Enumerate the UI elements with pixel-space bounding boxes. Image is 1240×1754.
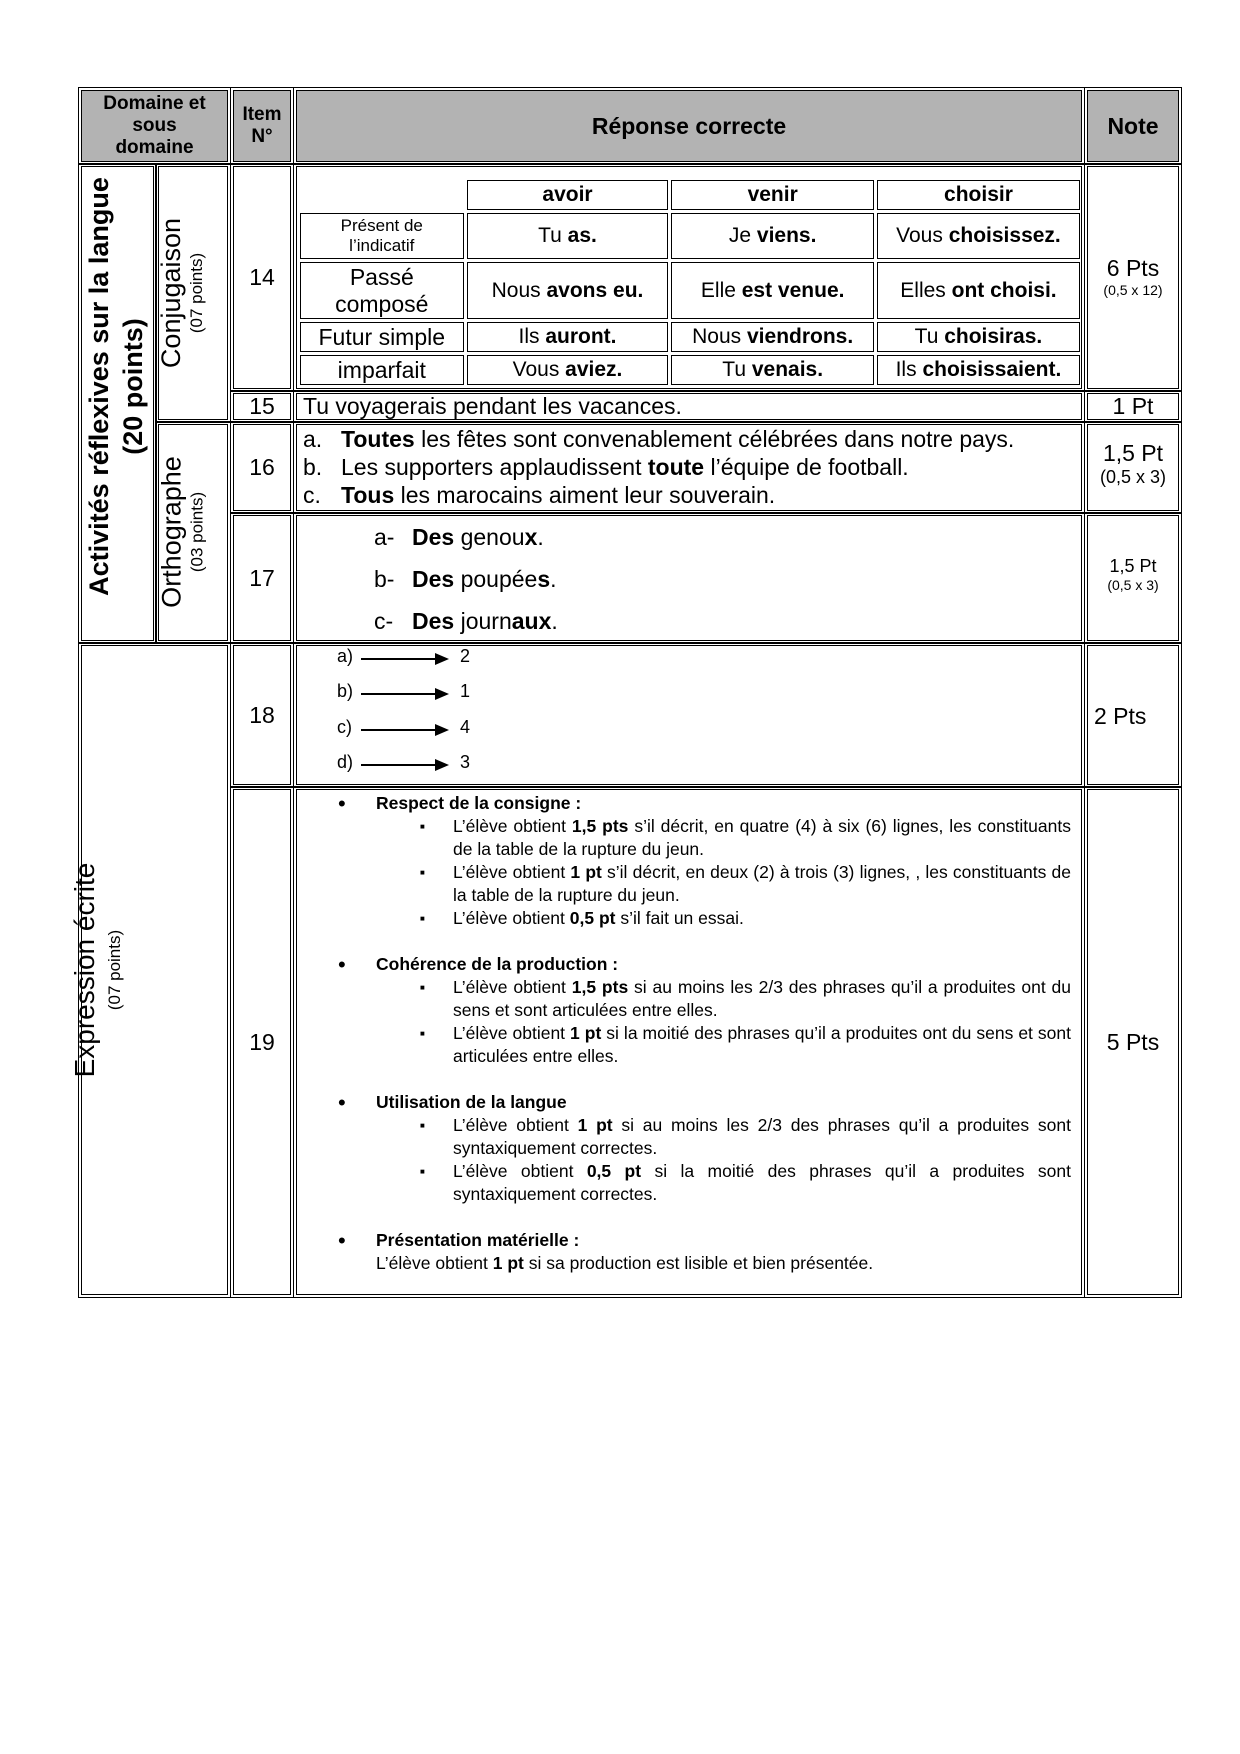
header-note: Note <box>1107 112 1159 139</box>
conj-cell: Je viens. <box>671 213 873 259</box>
item15-note-cell <box>1087 393 1179 420</box>
conj-cell: Nous viendrons. <box>671 322 873 352</box>
item15-answer-cell <box>296 393 1082 420</box>
verb-choisir: choisir <box>877 180 1080 210</box>
conj-cell: Nous avons eu. <box>467 262 669 319</box>
table-row <box>300 180 1080 210</box>
conj-cell: Tu choisiras. <box>877 322 1080 352</box>
criterion-sub: ■ L’élève obtient 0,5 pt s’il fait un essai. <box>338 907 1071 930</box>
item14-note: 6 Pts (0,5 x 12) <box>1103 255 1163 298</box>
item19-note: 5 Pts <box>1106 1028 1160 1055</box>
conj-cell: Vous choisissez. <box>877 213 1080 259</box>
item16-num-cell <box>233 424 291 511</box>
criterion-title: • Présentation matérielle : <box>338 1229 1071 1252</box>
item17-num: 17 <box>249 564 275 591</box>
list-item: b- Des poupées. <box>374 566 557 592</box>
criterion-title: • Utilisation de la langue <box>338 1091 1071 1114</box>
item19-num-cell <box>233 789 291 1295</box>
item18-note-cell <box>1087 645 1179 785</box>
item17-answer-cell <box>296 515 1082 641</box>
item16-note: 1,5 Pt (0,5 x 3) <box>1099 440 1167 487</box>
conj-cell: Elle est venue. <box>671 262 873 319</box>
criterion-sub: ■ L’élève obtient 1 pt si au moins les 2/3 des phrases qu’il a produites sont syntaxiquement correctes. <box>338 1114 1071 1160</box>
table-row <box>300 355 1080 385</box>
item15-note: 1 Pt <box>1112 393 1154 419</box>
item19-answer-cell <box>296 789 1082 1295</box>
conj-cell: Tu as. <box>467 213 669 259</box>
list-item: c. Tous les marocains aiment leur souverain. <box>303 482 776 508</box>
conj-cell: Ils auront. <box>467 322 669 352</box>
table-row <box>300 262 1080 319</box>
conj-cell: Vous aviez. <box>467 355 669 385</box>
item17-note: 1,5 Pt (0,5 x 3) <box>1107 556 1159 593</box>
item18-num: 18 <box>249 701 275 728</box>
criterion-sub: ■ L’élève obtient 1,5 pts si au moins les 2/3 des phrases qu’il a produites ont du sens et sont articulées entre elles. <box>338 976 1071 1022</box>
item17-num-cell <box>233 515 291 641</box>
list-item: b. Les supporters applaudissent toute l’équipe de football. <box>303 454 909 480</box>
domain-activites-label: Activités réflexives sur la langue (20 points) <box>84 177 148 596</box>
header-domaine: Domaine et sous domaine <box>103 93 206 158</box>
conj-cell: Tu venais. <box>671 355 873 385</box>
conj-cell: Ils choisissaient. <box>877 355 1080 385</box>
item15-num-cell <box>233 393 291 420</box>
criterion-text: L’élève obtient 1 pt si sa production est lisible et bien présentée. <box>376 1253 874 1273</box>
item18-num-cell <box>233 645 291 785</box>
tense-label: Futur simple <box>300 322 464 352</box>
item16-answer-cell <box>296 424 1082 511</box>
subdomain-conjugaison-label: Conjugaison (07 points) <box>156 217 206 369</box>
verb-venir: venir <box>671 180 873 210</box>
criterion-sub: ■ L’élève obtient 1 pt s’il décrit, en deux (2) à trois (3) lignes, , les constituants de la table de la rupture du jeun. <box>338 861 1071 907</box>
tense-label: Passé composé <box>300 262 464 319</box>
matching-pair: b) 1 <box>337 681 471 701</box>
header-note-cell <box>1087 90 1179 162</box>
table-row <box>300 322 1080 352</box>
item15-num: 15 <box>249 393 275 419</box>
item15-answer: Tu voyagerais pendant les vacances. <box>303 393 682 419</box>
list-item: c- Des journaux. <box>374 608 558 634</box>
tense-label: Présent de l’indicatif <box>300 213 464 259</box>
matching-pair: c) 4 <box>337 717 471 737</box>
item18-note: 2 Pts <box>1094 703 1147 729</box>
header-reponse-cell <box>296 90 1082 162</box>
item17-lines <box>374 516 558 642</box>
conjugation-table <box>297 177 1083 388</box>
conj-cell: Elles ont choisi. <box>877 262 1080 319</box>
verb-avoir: avoir <box>467 180 669 210</box>
item19-num: 19 <box>249 1028 275 1055</box>
subdomain-orthographe-label: Orthographe (03 points) <box>156 456 207 608</box>
matching-pair: a) 2 <box>337 646 471 666</box>
item19-note-cell <box>1087 789 1179 1295</box>
table-row <box>300 213 1080 259</box>
criterion-sub: ■ L’élève obtient 0,5 pt si la moitié des phrases qu’il a produites sont syntaxiquement correctes. <box>338 1160 1071 1206</box>
header-reponse: Réponse correcte <box>591 112 787 139</box>
grading-criteria <box>338 792 1071 1275</box>
criterion-title: • Cohérence de la production : <box>338 953 1071 976</box>
criterion-title: • Respect de la consigne : <box>338 792 1071 815</box>
header-item-cell <box>233 90 291 162</box>
matching-pair: d) 3 <box>337 752 471 772</box>
header-item: Item N° <box>242 104 282 147</box>
item16-lines <box>303 425 1014 509</box>
domain-expression-label: Expression écrite (07 points) <box>69 862 124 1078</box>
list-item: a. Toutes les fêtes sont convenablement célébrées dans notre pays. <box>303 426 1015 452</box>
list-item: a- Des genoux. <box>374 524 544 550</box>
tense-label: imparfait <box>300 355 464 385</box>
item18-answer-cell <box>296 645 1082 785</box>
item16-num: 16 <box>249 454 275 480</box>
criterion-sub: ■ L’élève obtient 1 pt si la moitié des phrases qu’il a produites ont du sens et sont articulées entre elles. <box>338 1022 1071 1068</box>
criterion-sub: ■ L’élève obtient 1,5 pts s’il décrit, en quatre (4) à six (6) lignes, les constituants de la table de la rupture du jeun. <box>338 815 1071 861</box>
item14-num: 14 <box>249 264 275 290</box>
